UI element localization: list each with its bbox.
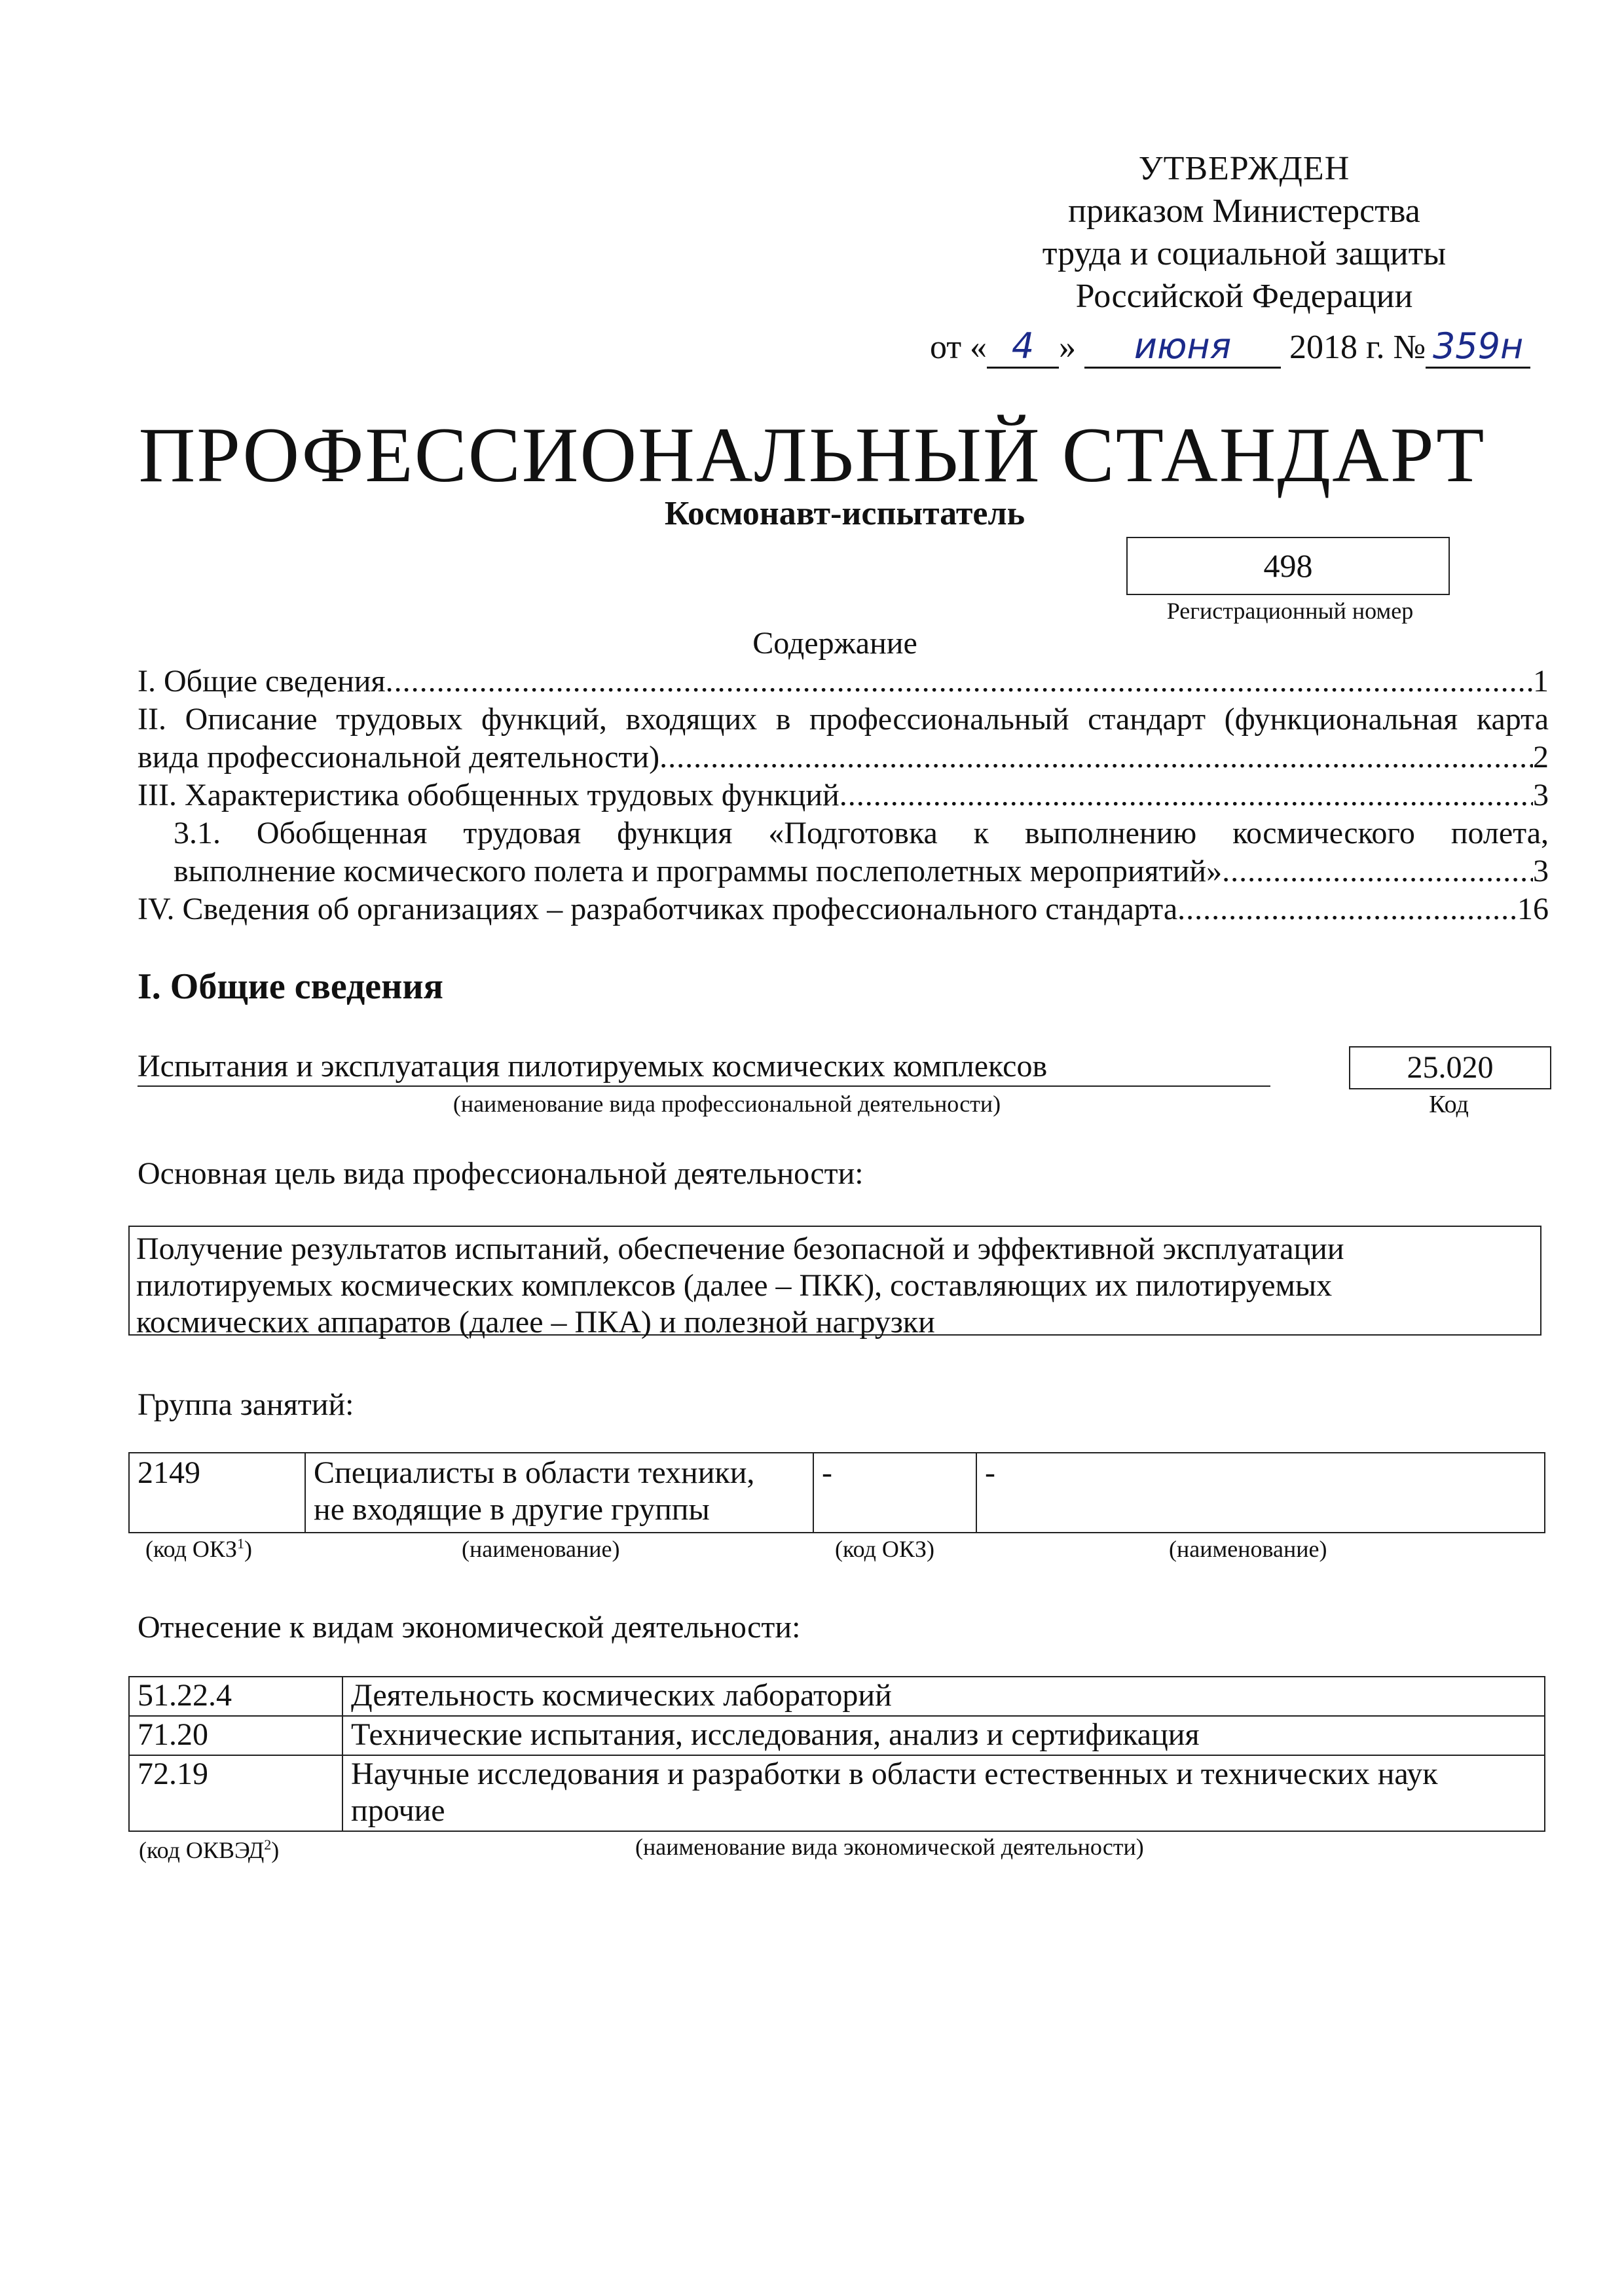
document-title: ПРОФЕССИОНАЛЬНЫЙ СТАНДАРТ: [138, 411, 1486, 498]
toc-heading: Содержание: [752, 626, 917, 661]
toc-item-label: IV. Сведения об организациях – разработчиках профессионального стандарта: [138, 892, 1178, 926]
okved-name-caption: (наименование вида экономической деятельности): [635, 1834, 1144, 1860]
toc-item-page: 3: [1533, 778, 1549, 812]
goal-line: пилотируемых космических комплексов (далее – ПКК), составляющих их пилотируемых: [136, 1268, 1333, 1303]
okved-code-cell: 72.19: [129, 1755, 342, 1831]
toc-item-page: 2: [1533, 740, 1549, 774]
table-row: [129, 1677, 1545, 1716]
order-month: июня: [1134, 325, 1232, 367]
toc-item-label: III. Характеристика обобщенных трудовых функций: [138, 778, 840, 812]
section-heading: I. Общие сведения: [138, 966, 443, 1007]
activity-caption: (наименование вида профессиональной деятельности): [452, 1091, 1001, 1117]
approval-line-4: Российской Федерации: [1075, 278, 1413, 315]
document-subtitle: Космонавт-испытатель: [664, 495, 1025, 532]
table-row: [129, 1716, 1545, 1755]
order-date-line: [930, 327, 1530, 369]
approval-block: [950, 147, 1539, 318]
okved-name-cell: Технические испытания, исследования, анализ и сертификация: [342, 1716, 1545, 1755]
quote-close: »: [1059, 329, 1077, 366]
table-row: [129, 1453, 1545, 1533]
order-from: от: [930, 329, 962, 366]
toc-item-page: 1: [1533, 664, 1549, 699]
approval-title: УТВЕРЖДЕН: [1138, 150, 1350, 187]
okz-name-cell: [305, 1453, 813, 1533]
toc-item-line[interactable]: II. Описание трудовых функций, входящих в профессиональный стандарт (функциональная карта: [138, 702, 1549, 737]
number-sign: №: [1393, 329, 1426, 366]
okz-code-caption: (код ОКЗ$^1$): [145, 1535, 252, 1562]
okz-code-cell-2: -: [813, 1453, 976, 1533]
order-number: 359н: [1432, 325, 1524, 367]
order-day: 4: [1011, 325, 1035, 367]
quote-open: «: [970, 329, 987, 366]
toc-item[interactable]: [138, 776, 1549, 814]
activity-name: Испытания и эксплуатация пилотируемых космических комплексов: [138, 1048, 1270, 1087]
okz-name-line: Специалисты в области техники,: [314, 1455, 755, 1490]
toc-item-line[interactable]: 3.1. Обобщенная трудовая функция «Подготовка к выполнению космического полета,: [174, 816, 1549, 850]
activity-code-caption: Код: [1429, 1091, 1469, 1118]
goal-label: Основная цель вида профессиональной деятельности:: [138, 1156, 864, 1191]
okz-name-caption: (наименование): [462, 1536, 620, 1562]
approval-line-2: приказом Министерства: [1068, 192, 1420, 230]
toc-item[interactable]: [138, 852, 1549, 890]
activity-code-box: 25.020: [1349, 1046, 1551, 1089]
okved-label: Отнесение к видам экономической деятельности:: [138, 1610, 801, 1645]
okved-code-cell: 71.20: [129, 1716, 342, 1755]
toc-item-label: вида профессиональной деятельности): [138, 740, 660, 774]
occupation-group-label: Группа занятий:: [138, 1387, 354, 1422]
okz-name-line: не входящие в другие группы: [314, 1492, 710, 1527]
okved-code-caption: (код ОКВЭД$^2$): [139, 1836, 280, 1863]
goal-line: космических аппаратов (далее – ПКА) и полезной нагрузки: [136, 1305, 935, 1339]
okz-name-caption-2: (наименование): [1169, 1536, 1327, 1562]
okved-name-cell: Деятельность космических лабораторий: [342, 1677, 1545, 1716]
toc-item-label: выполнение космического полета и программы послеполетных мероприятий»: [174, 854, 1223, 888]
toc-item[interactable]: [138, 890, 1549, 928]
toc-item-page: 3: [1533, 854, 1549, 888]
toc-item-page: 16: [1517, 892, 1549, 926]
registration-number-label: Регистрационный номер: [1166, 598, 1414, 624]
approval-line-3: труда и социальной защиты: [1042, 235, 1447, 272]
toc-item[interactable]: [138, 663, 1549, 701]
registration-number-box: 498: [1126, 537, 1450, 595]
order-year: 2018 г.: [1289, 329, 1385, 366]
table-of-contents: [138, 663, 1549, 928]
toc-item-label: I. Общие сведения: [138, 664, 386, 699]
okved-code-cell: 51.22.4: [129, 1677, 342, 1716]
toc-item[interactable]: [138, 738, 1549, 776]
goal-line: Получение результатов испытаний, обеспечение безопасной и эффективной эксплуатации: [136, 1231, 1344, 1266]
okz-code-caption-2: (код ОКЗ): [835, 1536, 934, 1562]
okved-name-cell: Научные исследования и разработки в области естественных и технических наук прочие: [342, 1755, 1545, 1831]
goal-box: [128, 1226, 1541, 1339]
okved-table: [128, 1676, 1545, 1832]
okz-code-cell: 2149: [129, 1453, 305, 1533]
occupation-group-table: [128, 1452, 1545, 1533]
okz-name-cell-2: -: [976, 1453, 1545, 1533]
table-row: [129, 1755, 1545, 1831]
